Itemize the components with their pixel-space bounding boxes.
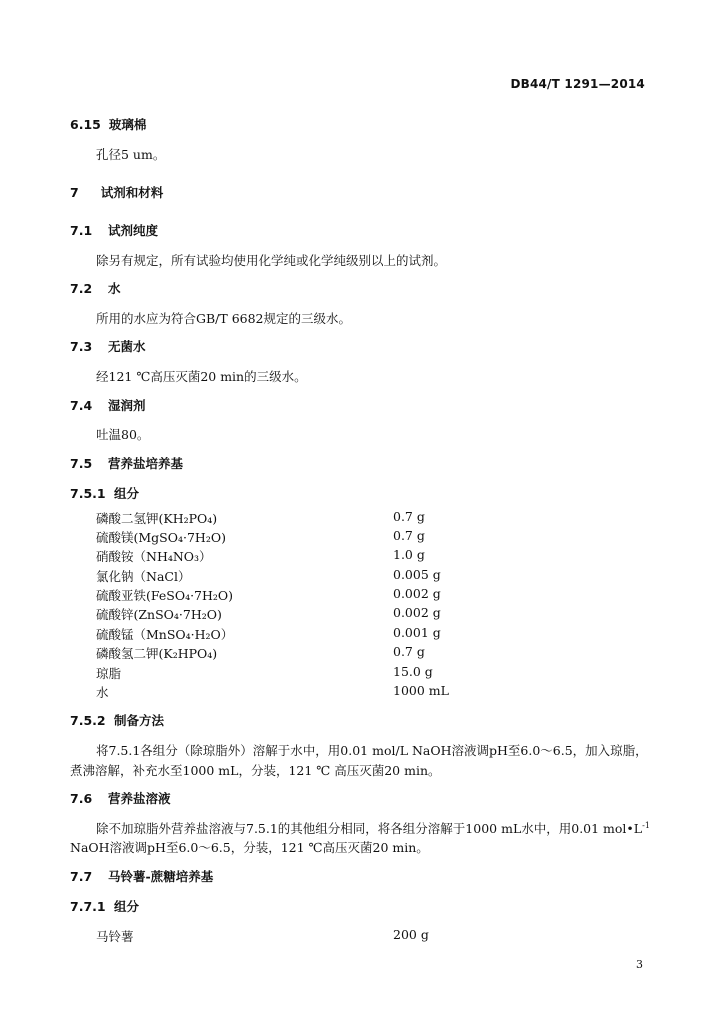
component-name: 磷酸二氢钾(KH₂PO₄) [96,511,218,526]
component-name: 硫酸锰（MnSO₄·H₂O） [96,627,234,642]
section-heading-7 [70,183,163,201]
paragraph: 孔径5 um。 [96,147,166,162]
paragraph-text: 除不加琼脂外营养盐溶液与7.5.1的其他组分相同，将各组分溶解于1000 mL水中，用0.01 mol•L [96,821,643,836]
component-amount: 0.005 g [393,567,441,582]
section-heading-7-4 [70,396,146,414]
paragraph: 吐温80。 [96,427,150,442]
section-title: 试剂和材料 [100,185,164,200]
section-heading-7-5-2 [70,711,164,729]
component-amount: 0.002 g [393,586,441,601]
component-amount: 15.0 g [393,664,433,679]
component-amount: 0.7 g [393,509,425,524]
section-heading-6-15 [70,115,146,133]
section-number: 7.1 [70,223,93,238]
paragraph-line: 煮沸溶解，补充水至1000 mL，分装，121 ℃ 高压灭菌20 min。 [70,763,441,778]
section-title: 马铃薯-蔗糖培养基 [108,869,214,884]
section-heading-7-7 [70,867,213,885]
page-number: 3 [636,958,643,971]
section-title: 组分 [114,899,140,914]
section-number: 7.6 [70,791,93,806]
component-amount: 1.0 g [393,547,425,562]
component-name: 硫酸亚铁(FeSO₄·7H₂O) [96,588,234,603]
section-number: 7.7.1 [70,899,106,914]
section-number: 7.5 [70,456,93,471]
section-title: 水 [108,281,121,296]
section-number: 7.7 [70,869,93,884]
section-number: 6.15 [70,117,101,132]
component-amount: 0.7 g [393,644,425,659]
component-name: 琼脂 [96,666,122,681]
section-title: 制备方法 [114,713,165,728]
component-name: 硫酸镁(MgSO₄·7H₂O) [96,530,226,545]
section-heading-7-6 [70,789,171,807]
section-heading-7-5-1 [70,484,139,502]
component-name: 硝酸铵（NH₄NO₃） [96,549,212,564]
section-title: 湿润剂 [108,398,146,413]
paragraph-line [96,819,650,837]
section-title: 玻璃棉 [108,117,147,132]
component-amount: 200 g [393,927,429,942]
section-title: 无菌水 [108,339,146,354]
component-name: 马铃薯 [96,929,134,944]
section-number: 7.4 [70,398,93,413]
component-name: 磷酸氢二钾(K₂HPO₄) [96,646,218,661]
component-amount: 1000 mL [393,683,449,698]
component-amount: 0.7 g [393,528,425,543]
paragraph: 除另有规定，所有试验均使用化学纯或化学纯级别以上的试剂。 [96,253,447,268]
section-title: 营养盐溶液 [108,791,171,806]
section-title: 营养盐培养基 [108,456,184,471]
paragraph: 所用的水应为符合GB/T 6682规定的三级水。 [96,311,352,326]
superscript: -1 [642,820,650,830]
paragraph-line: NaOH溶液调pH至6.0～6.5，分装，121 ℃高压灭菌20 min。 [70,840,429,855]
paragraph: 经121 ℃高压灭菌20 min的三级水。 [96,369,307,384]
section-title: 试剂纯度 [108,223,159,238]
section-heading-7-7-1 [70,897,139,915]
section-title: 组分 [114,486,140,501]
section-number: 7.5.1 [70,486,106,501]
component-name: 氯化钠（NaCl） [96,569,191,584]
section-number: 7.5.2 [70,713,106,728]
section-heading-7-3 [70,337,146,355]
section-heading-7-1 [70,221,158,239]
component-amount: 0.002 g [393,605,441,620]
section-number: 7.2 [70,281,93,296]
component-name: 水 [96,685,109,700]
component-amount: 0.001 g [393,625,441,640]
document-header: DB44/T 1291—2014 [510,77,645,91]
section-heading-7-2 [70,279,121,297]
section-number: 7.3 [70,339,93,354]
component-name: 硫酸锌(ZnSO₄·7H₂O) [96,607,222,622]
paragraph-line: 将7.5.1各组分（除琼脂外）溶解于水中，用0.01 mol/L NaOH溶液调pH至6.0～6.5，加入琼脂， [96,743,648,758]
section-number: 7 [70,185,79,200]
section-heading-7-5 [70,454,183,472]
